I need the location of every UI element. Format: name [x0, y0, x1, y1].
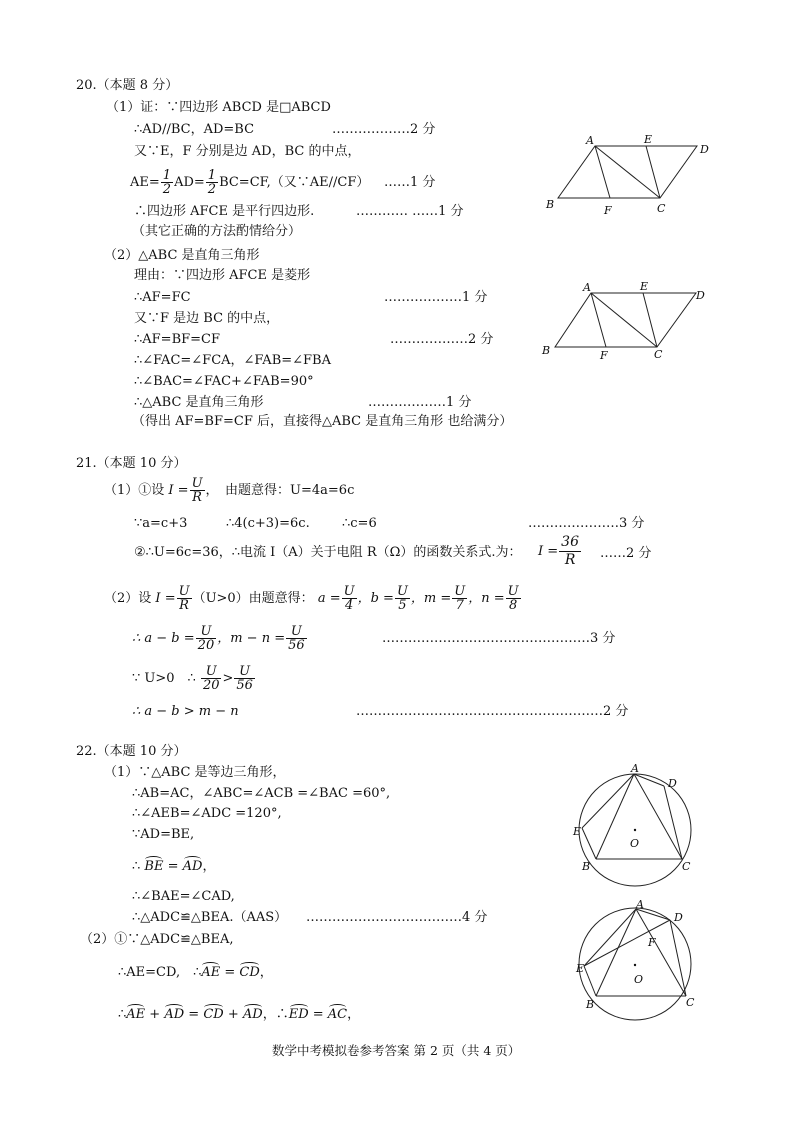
- comma: ，: [202, 859, 216, 874]
- q20-p1-line6: （其它正确的方法酌情给分）: [132, 224, 302, 239]
- fraction-half: $\frac{1}{2}$: [162, 168, 172, 197]
- q21-m-minus-n: ，m − n =: [217, 631, 286, 646]
- arc-cd: CD: [239, 962, 259, 981]
- q22-line6: ∴∠BAE=∠CAD,: [132, 889, 235, 904]
- q22-line9: [118, 962, 273, 981]
- label-f: F: [648, 936, 656, 949]
- label-d: D: [674, 911, 683, 924]
- label-c: C: [682, 860, 691, 873]
- label-e: E: [640, 280, 649, 293]
- q20-p1-line2: ∴AD//BC，AD=BC: [134, 122, 255, 137]
- var-m: ，m =: [410, 591, 452, 606]
- q22-line10-mid: ，∴: [262, 1007, 289, 1022]
- q20-p2-line9: （得出 AF=BF=CF 后，直接得△ABC 是直角三角形 也给满分）: [132, 414, 513, 429]
- segment-af: [591, 293, 606, 347]
- q21-line6-prefix: ∵ U>0 ∴: [132, 671, 196, 686]
- q20-p2-line4: 又∵F 是边 BC 的中点，: [134, 311, 280, 326]
- q20-p1-line1: （1）证：∵四边形 ABCD 是□ABCD: [106, 100, 331, 115]
- q22-line5: [132, 856, 215, 875]
- q21-line2-score: …………………3 分: [528, 516, 645, 531]
- label-f: F: [604, 204, 612, 217]
- segment-ea: [582, 774, 634, 828]
- arc-ae: AE: [201, 962, 220, 981]
- q21-line3-text: ②∴U=6c=36，∴电流 I（A）关于电阻 R（Ω）的函数关系式.为：: [134, 545, 522, 560]
- q22-line9-prefix: ∴AE=CD, ∴: [118, 965, 202, 980]
- var-b: ，b =: [357, 591, 394, 606]
- fraction-u-over-8: $\frac{U}{8}$: [507, 584, 519, 613]
- q20-p2-line3: ∴AF=FC: [134, 290, 191, 305]
- var-i: I =: [168, 483, 189, 498]
- q22-line2: ∴AB=AC，∠ABC=∠ACB =∠BAC =60°,: [132, 786, 391, 801]
- parallelogram-figure-2: [540, 276, 720, 366]
- segment-ea: [584, 909, 636, 966]
- center-point: [634, 964, 636, 966]
- q20-p2-line7: ∴∠BAC=∠FAC+∠FAB=90°: [134, 374, 314, 389]
- label-b: B: [542, 344, 551, 357]
- label-d: D: [668, 777, 677, 790]
- equals: =: [220, 965, 240, 980]
- segment-ab: [596, 909, 636, 996]
- fraction-u-over-20: $\frac{U}{20}$: [197, 624, 215, 653]
- segment-ed: [584, 920, 670, 966]
- q22-line4: ∵AD=BE,: [132, 827, 195, 842]
- q20-p2-line1: （2）△ABC 是直角三角形: [104, 248, 260, 263]
- equals: =: [308, 1007, 328, 1022]
- q21-line2-a: ∵a=c+3: [134, 516, 188, 531]
- q21-line7: ∴ a − b > m − n: [132, 704, 239, 719]
- q21-line3-score: ……2 分: [600, 546, 652, 561]
- label-e: E: [644, 133, 653, 146]
- q20-p2-line2: 理由：∵四边形 AFCE 是菱形: [134, 268, 311, 283]
- label-e: E: [573, 825, 582, 838]
- q20-p2-line5: ∴AF=BF=CF: [134, 332, 221, 347]
- greater-than: >: [222, 671, 234, 686]
- arc-ad: AD: [183, 856, 203, 875]
- q21-line1-suffix: ， 由题意得：U=4a=6c: [205, 483, 355, 498]
- plus: +: [145, 1007, 165, 1022]
- comma: ，: [347, 1007, 361, 1022]
- circle-figure-2: [572, 900, 702, 1020]
- q21-line1-prefix: （1）①设: [104, 483, 169, 498]
- segment-ac: [595, 146, 660, 198]
- label-b: B: [586, 998, 595, 1011]
- plus: +: [223, 1007, 243, 1022]
- label-a: A: [631, 762, 639, 775]
- segment-ec: [646, 146, 660, 198]
- center-point: [634, 829, 636, 831]
- circle-figure-1: [572, 762, 702, 881]
- q20-p1-line4: [130, 168, 369, 198]
- segment-dc: [670, 920, 686, 996]
- q22-header: 22.（本题 10 分）: [76, 744, 187, 759]
- q22-line1: （1）∵△ABC 是等边三角形，: [104, 765, 286, 780]
- q20-p2-line6: ∴∠FAC=∠FCA，∠FAB=∠FBA: [134, 353, 331, 368]
- q21-line4-prefix: （2）设: [104, 591, 152, 606]
- label-f: F: [600, 349, 608, 362]
- q20-header: 20.（本题 8 分）: [76, 78, 179, 93]
- label-e: E: [576, 962, 585, 975]
- label-o: O: [630, 837, 640, 850]
- fraction-u-over-4: $\frac{U}{4}$: [343, 584, 355, 613]
- segment-dc: [664, 786, 682, 859]
- equals: =: [184, 1007, 204, 1022]
- q22-line10: [118, 1004, 360, 1023]
- therefore: ∴: [118, 1007, 127, 1022]
- q20-p1-line3: 又∵E，F 分别是边 AD，BC 的中点，: [134, 144, 361, 159]
- fraction-u-over-5: $\frac{U}{5}$: [396, 584, 408, 613]
- arc-ed: ED: [289, 1004, 309, 1023]
- q22-line7: ∴△ADC≌△BEA.（AAS）: [132, 910, 288, 925]
- segment-ab: [596, 774, 634, 859]
- q21-a-minus-b: ∴ a − b =: [132, 631, 195, 646]
- fraction-u-over-20: $\frac{U}{20}$: [202, 664, 220, 693]
- arc-be: BE: [144, 856, 163, 875]
- q22-line7-score: ………………………………4 分: [306, 910, 488, 925]
- q20-ad-text: AD=: [174, 175, 205, 190]
- q20-p1-line2-score: ………………2 分: [332, 122, 436, 137]
- q20-p1-line5: ∴四边形 AFCE 是平行四边形.: [134, 204, 315, 219]
- fraction-36-over-r: $\frac{36}{R}$: [561, 534, 579, 568]
- q20-p1-line4-score: ……1 分: [384, 175, 436, 190]
- fraction-u-over-56: $\frac{U}{56}$: [236, 664, 253, 693]
- q20-p2-line8: ∴△ABC 是直角三角形: [134, 395, 264, 410]
- arc-ae: AE: [126, 1004, 145, 1023]
- fraction-u-over-56: $\frac{U}{56}$: [288, 624, 305, 653]
- label-c: C: [657, 202, 666, 215]
- var-n: ，n =: [468, 591, 505, 606]
- fraction-u-over-r: $\frac{U}{R}$: [178, 584, 190, 613]
- q21-line5: [132, 624, 308, 654]
- q22-line8: （2）①∵△ADC≌△BEA,: [80, 932, 234, 947]
- q20-p2-line5-score: ………………2 分: [390, 332, 494, 347]
- var-a: a =: [317, 591, 341, 606]
- label-b: B: [582, 860, 591, 873]
- label-d: D: [700, 143, 709, 156]
- arc-cd: CD: [203, 1004, 223, 1023]
- label-a: A: [583, 281, 591, 294]
- q21-line6: [132, 664, 256, 694]
- comma: ，: [259, 965, 273, 980]
- arc-ad: AD: [164, 1004, 184, 1023]
- q20-p1-line5-score: ………… ……1 分: [356, 204, 464, 219]
- q21-line1: [104, 476, 354, 506]
- q21-line3: [134, 538, 522, 568]
- q20-p2-line8-score: ………………1 分: [368, 395, 472, 410]
- equals: =: [163, 859, 183, 874]
- q21-line7-score: …………………………………………………2 分: [356, 704, 629, 719]
- q21-line4: （2）设 I = $\frac{U}{R}$ （U>0）由题意得： a = $\frac{U}{4}$ ，b = $\frac{U}{5}$ ，m = $\frac{U}{7}$ ，n = $\frac{U}{8}$: [104, 584, 519, 613]
- arc-ad: AD: [243, 1004, 263, 1023]
- q21-line2-b: ∴4(c+3)=6c.: [226, 516, 310, 531]
- q21-header: 21.（本题 10 分）: [76, 456, 187, 471]
- q20-bc-text: BC=CF,（又∵AE//CF）: [219, 175, 370, 190]
- parallelogram-figure-1: [540, 128, 720, 223]
- q21-line2-c: ∴c=6: [342, 516, 377, 531]
- label-c: C: [686, 996, 695, 1009]
- label-b: B: [546, 198, 555, 211]
- q20-p2-line3-score: ………………1 分: [384, 290, 488, 305]
- fraction-u-over-7: $\frac{U}{7}$: [454, 584, 466, 613]
- parallelogram-abcd: [555, 293, 696, 347]
- label-o: O: [634, 973, 644, 986]
- label-a: A: [586, 134, 594, 147]
- q20-ae-text: AE=: [130, 175, 160, 190]
- label-a: A: [636, 898, 644, 911]
- therefore: ∴: [132, 859, 145, 874]
- fraction-half: $\frac{1}{2}$: [207, 168, 217, 197]
- page-footer: 数学中考模拟卷参考答案 第 2 页（共 4 页）: [272, 1043, 521, 1058]
- segment-af: [595, 146, 610, 198]
- fraction-u-over-r: $\frac{U}{R}$: [191, 476, 203, 505]
- label-c: C: [654, 348, 663, 361]
- q21-line3-formula: [538, 534, 582, 570]
- label-d: D: [696, 289, 705, 302]
- q21-line4-mid: （U>0）由题意得：: [192, 591, 314, 606]
- q22-line3: ∴∠AEB=∠ADC =120°,: [132, 806, 282, 821]
- q21-line5-score: …………………………………………3 分: [382, 631, 616, 646]
- segment-ac: [591, 293, 657, 347]
- segment-ec: [643, 293, 657, 347]
- var-i: I =: [538, 544, 559, 559]
- arc-ac: AC: [328, 1004, 347, 1023]
